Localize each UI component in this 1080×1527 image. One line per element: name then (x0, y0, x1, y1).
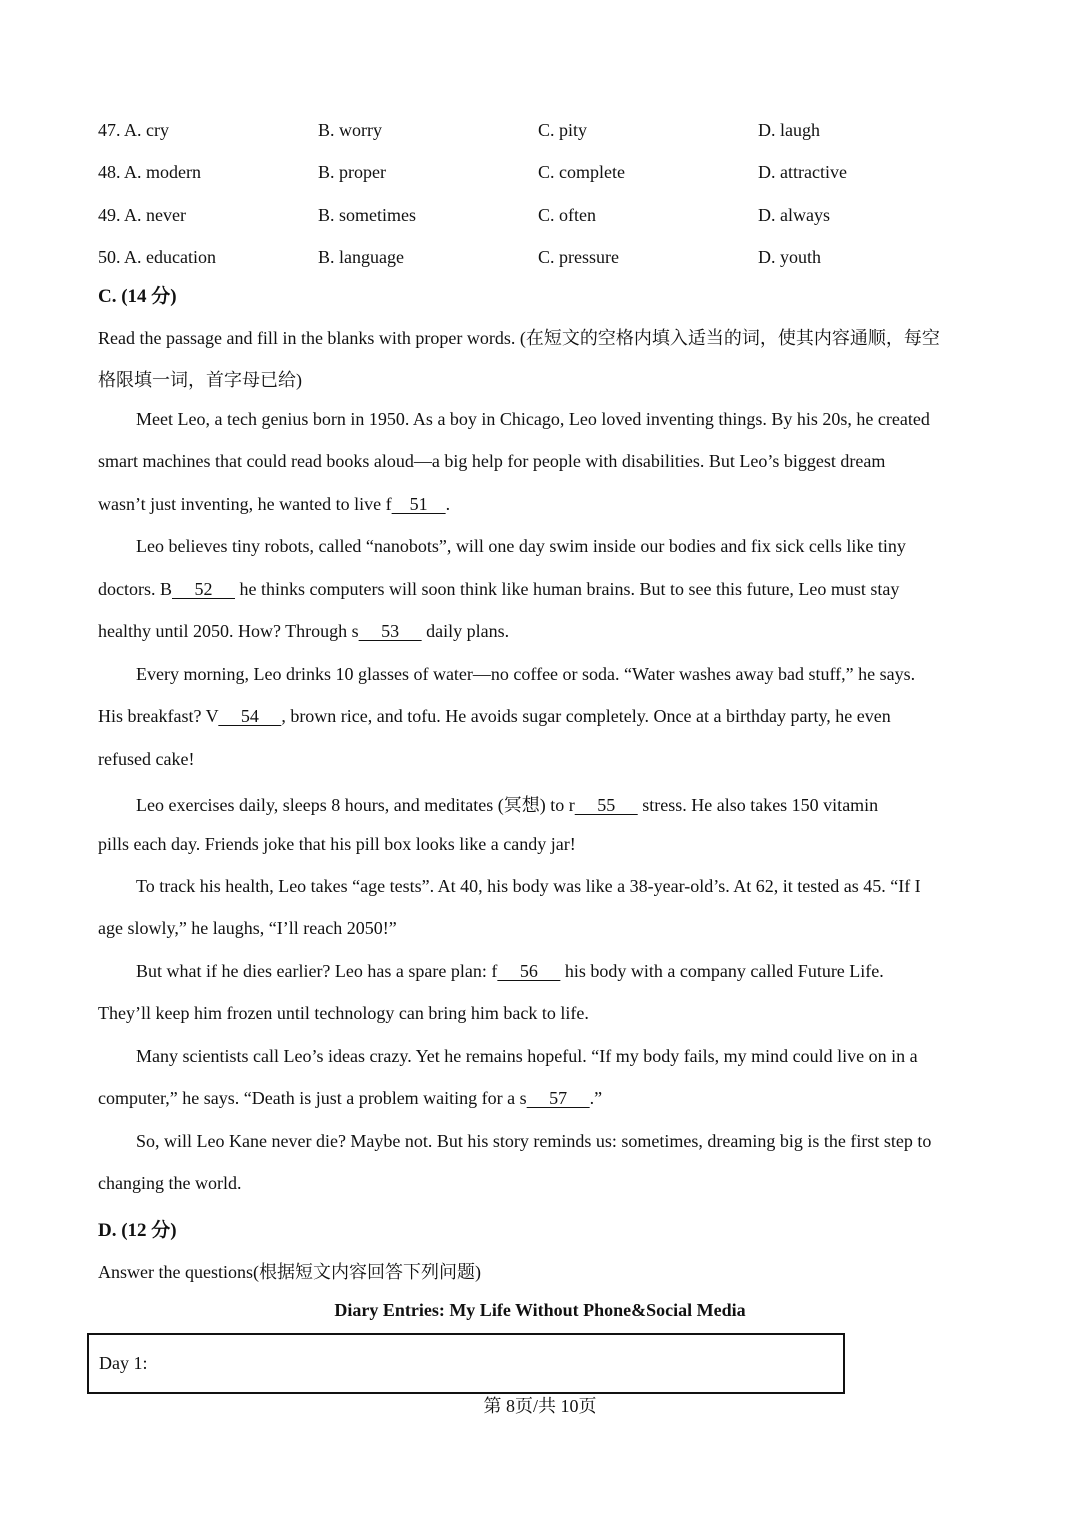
option-a: 47. A. cry (98, 119, 169, 140)
passage-line (136, 961, 884, 982)
blank-55[interactable]: 55 (574, 795, 638, 815)
option-c: C. complete (538, 162, 625, 183)
passage-text: daily plans. (421, 621, 510, 641)
option-b: B. proper (318, 162, 386, 183)
blank-52[interactable]: 52 (172, 579, 235, 599)
passage-line: To track his health, Leo takes “age tests”. At 40, his body was like a 38-year-old’s. At 62, it tested as 45. “If I (136, 876, 921, 896)
section-d-instruction: Answer the questions(根据短文内容回答下列问题) (98, 1262, 481, 1282)
option-d: D. youth (758, 247, 821, 268)
option-row-47 (98, 109, 978, 152)
passage-line (98, 579, 899, 600)
passage-text: he thinks computers will soon think like human brains. But to see this future, Leo must stay (235, 579, 900, 599)
page-footer: 第 8页/共 10页 (483, 1396, 597, 1416)
option-d: D. always (758, 204, 830, 225)
passage-line: Every morning, Leo drinks 10 glasses of water—no coffee or soda. “Water washes away bad stuff,” he says. (136, 664, 916, 684)
passage-line (98, 494, 450, 515)
passage-line (98, 621, 509, 642)
option-row-48 (98, 152, 978, 195)
blank-51[interactable]: 51 (391, 494, 446, 514)
passage-text: computer,” he says. “Death is just a problem waiting for a s (98, 1088, 527, 1108)
diary-table (87, 1333, 845, 1394)
passage-line: So, will Leo Kane never die? Maybe not. But his story reminds us: sometimes, dreaming big is the first step to (136, 1131, 932, 1151)
section-d-title: D. (12 分) (98, 1220, 177, 1241)
option-c: C. pity (538, 119, 588, 140)
day1-label: Day 1: (99, 1353, 148, 1373)
passage-text: His breakfast? V (98, 706, 219, 726)
option-a: 48. A. modern (98, 162, 201, 183)
passage-text: doctors. B (98, 579, 172, 599)
option-c: C. pressure (538, 247, 619, 268)
section-c-instruction: Read the passage and fill in the blanks with proper words. (在短文的空格内填入适当的词，使其内容通顺，每空 (98, 328, 940, 348)
passage-line: Many scientists call Leo’s ideas crazy. Yet he remains hopeful. “If my body fails, my mind could live on in a (136, 1046, 918, 1066)
section-c-instruction-cont: 格限填一词，首字母已给) (98, 370, 302, 390)
passage-text: stress. He also takes 150 vitamin (637, 795, 879, 815)
option-c: C. often (538, 204, 596, 225)
blank-57[interactable]: 57 (526, 1088, 590, 1108)
passage-text: his body with a company called Future Life. (560, 961, 884, 981)
passage-line (136, 791, 878, 817)
option-b: B. sometimes (318, 204, 416, 225)
passage-text: . (445, 494, 451, 514)
passage-line: They’ll keep him frozen until technology can bring him back to life. (98, 1003, 589, 1023)
option-row-50 (98, 237, 978, 280)
option-a: 50. A. education (98, 247, 216, 268)
blank-53[interactable]: 53 (358, 621, 422, 641)
option-b: B. language (318, 247, 404, 268)
option-b: B. worry (318, 119, 382, 140)
option-d: D. attractive (758, 162, 847, 183)
passage-text: healthy until 2050. How? Through s (98, 621, 359, 641)
passage-line: changing the world. (98, 1173, 242, 1193)
blank-54[interactable]: 54 (218, 706, 282, 726)
passage-line (98, 1088, 602, 1109)
section-c-title: C. (14 分) (98, 286, 177, 307)
passage-text: , brown rice, and tofu. He avoids sugar completely. Once at a birthday party, he even (281, 706, 891, 726)
option-row-49 (98, 194, 978, 237)
passage-line: Meet Leo, a tech genius born in 1950. As a boy in Chicago, Leo loved inventing things. By his 20s, he created (136, 409, 930, 429)
passage-line: smart machines that could read books aloud—a big help for people with disabilities. But Leo’s biggest dream (98, 451, 886, 471)
passage-text: wasn’t just inventing, he wanted to live f (98, 494, 392, 514)
option-a: 49. A. never (98, 204, 186, 225)
passage-text: Leo exercises daily, sleeps 8 hours, and meditates (冥想) to r (136, 795, 575, 815)
passage-line: refused cake! (98, 749, 195, 769)
diary-table-title: Diary Entries: My Life Without Phone&Social Media (334, 1300, 746, 1320)
passage-line: pills each day. Friends joke that his pill box looks like a candy jar! (98, 834, 576, 854)
option-d: D. laugh (758, 119, 820, 140)
passage-line: Leo believes tiny robots, called “nanobots”, will one day swim inside our bodies and fix sick cells like tiny (136, 536, 906, 556)
blank-56[interactable]: 56 (497, 961, 561, 981)
passage-text: .” (589, 1088, 603, 1108)
passage-line (98, 706, 891, 727)
answer-options (98, 109, 978, 279)
passage-line: age slowly,” he laughs, “I’ll reach 2050!” (98, 918, 397, 938)
passage-text: But what if he dies earlier? Leo has a spare plan: f (136, 961, 498, 981)
